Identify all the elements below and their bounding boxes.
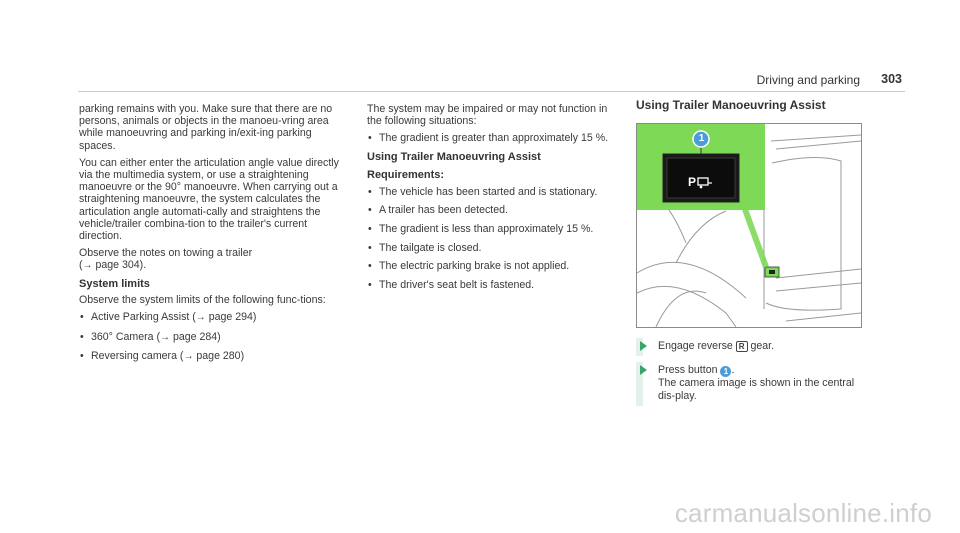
bullet-icon: • xyxy=(80,350,84,363)
list-item-text: The tailgate is closed. xyxy=(379,241,482,254)
svg-text:P: P xyxy=(688,175,697,190)
paragraph: The system may be impaired or may not function in the following situations: xyxy=(367,103,608,128)
step-text: Press button 1 . The camera image is shown in the central dis-play. xyxy=(658,364,855,402)
heading-using-trailer-assist: Using Trailer Manoeuvring Assist xyxy=(636,98,826,112)
bullet-icon: • xyxy=(368,185,372,198)
bullet-icon: • xyxy=(368,222,372,235)
list-item-text: The driver's seat belt is fastened. xyxy=(379,279,535,292)
list-item xyxy=(79,350,349,363)
list-item xyxy=(367,223,612,235)
bullet-list xyxy=(367,132,612,144)
bullet-icon: • xyxy=(80,330,84,343)
reference-arrow-icon: → xyxy=(82,260,93,272)
bullet-icon: • xyxy=(368,241,372,254)
reference-arrow-icon: → xyxy=(195,312,206,324)
heading-requirements: Requirements: xyxy=(367,169,445,182)
section-title: Driving and parking xyxy=(756,73,860,87)
paragraph: Observe the notes on towing a trailer (→ page 304). xyxy=(79,247,253,272)
list-item-text: The gradient is less than approximately 15 %. xyxy=(379,222,594,235)
list-item xyxy=(367,260,612,272)
bullet-list xyxy=(79,311,349,364)
page-reference-link[interactable]: page 304). xyxy=(95,259,147,272)
heading-using-trailer-assist: Using Trailer Manoeuvring Assist xyxy=(367,151,541,164)
list-item xyxy=(367,279,612,291)
step-arrow-icon xyxy=(640,365,647,375)
step-arrow-icon xyxy=(640,341,647,351)
requirements-list xyxy=(367,186,612,292)
reference-arrow-icon: → xyxy=(183,351,194,363)
list-item xyxy=(79,311,349,324)
bullet-icon: • xyxy=(368,260,372,273)
watermark: carmanualsonline.info xyxy=(674,498,932,528)
list-item-text: The vehicle has been started and is stationary. xyxy=(379,185,598,198)
dashboard-illustration-svg xyxy=(636,123,862,328)
bullet-icon: • xyxy=(368,204,372,217)
instruction-step xyxy=(636,340,862,352)
page-reference-link[interactable]: page 284) xyxy=(172,330,221,343)
header-rule xyxy=(78,91,905,92)
callout-number: 1 xyxy=(698,133,705,145)
column-middle xyxy=(367,103,612,298)
list-item xyxy=(367,242,612,254)
list-item-text: The gradient is greater than approximately 15 %. xyxy=(379,132,609,145)
page-reference-link[interactable]: page 280) xyxy=(196,350,245,363)
list-item-text: A trailer has been detected. xyxy=(379,204,508,217)
reference-arrow-icon: → xyxy=(160,331,171,343)
column-right xyxy=(636,99,862,402)
bullet-icon: • xyxy=(368,132,372,145)
list-item xyxy=(367,204,612,216)
button-number-badge: 1 xyxy=(720,366,731,377)
reverse-gear-key-icon: R xyxy=(736,341,748,352)
page-reference-link[interactable]: page 294) xyxy=(208,311,257,324)
step-text: Engage reverse R gear. xyxy=(658,340,775,353)
list-item-text: The electric parking brake is not applied. xyxy=(379,260,570,273)
dashboard-illustration xyxy=(636,123,862,328)
list-item xyxy=(367,186,612,198)
paragraph: Observe the system limits of the following func-tions: xyxy=(79,293,326,306)
list-item-text: 360° Camera ( xyxy=(91,330,161,343)
list-item xyxy=(367,132,612,144)
list-item xyxy=(79,331,349,344)
column-left xyxy=(79,103,349,370)
bullet-icon: • xyxy=(368,279,372,292)
paragraph: parking remains with you. Make sure that there are no persons, animals or objects in the manoeu-vring area while manoeuvring and parking in/exit-ing parking spaces. xyxy=(79,103,333,152)
page-number: 303 xyxy=(881,72,902,86)
list-item-text: Active Parking Assist ( xyxy=(91,311,196,324)
list-item-text: Reversing camera ( xyxy=(91,350,184,363)
instruction-step xyxy=(636,364,862,401)
bullet-icon: • xyxy=(80,311,84,324)
paragraph-text: Observe the notes on towing a trailer xyxy=(79,247,253,260)
paragraph: You can either enter the articulation angle value directly via the multimedia system, or use a straightening manoeuvre or the 90° manoeuvre. When carrying out a straightening manoeuvre, the system calculates the articulation angle automati-cally and straightens the vehicle/trailer combina-tion to the trailer's current direction. xyxy=(79,156,339,243)
heading-system-limits: System limits xyxy=(79,277,150,290)
